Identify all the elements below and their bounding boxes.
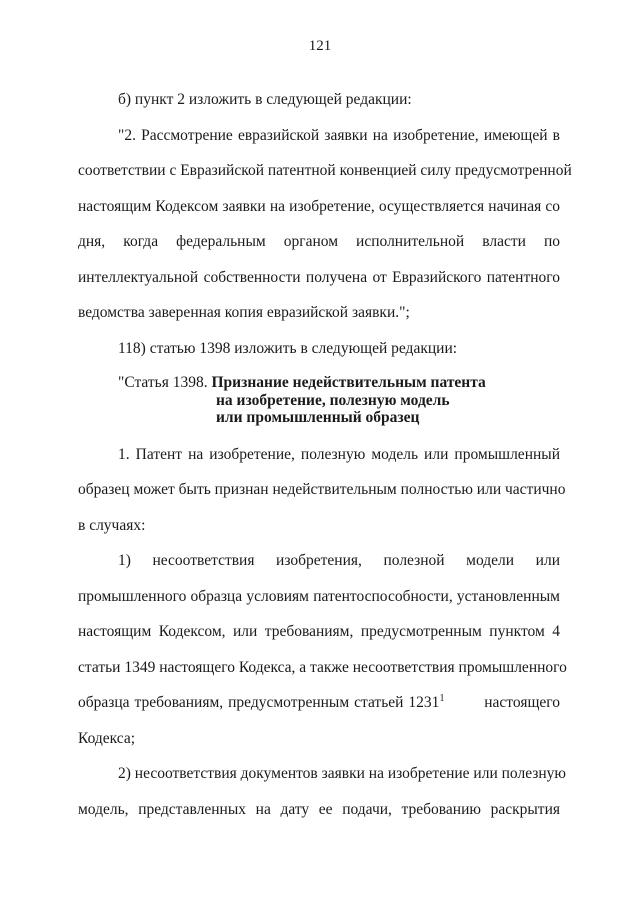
article-heading [78,374,560,427]
article-title-line-1: Признание недействительным патента [211,374,486,391]
text-line: 1. Патент на изобретение, полезную модель или промышленный [118,445,560,463]
text-line: б) пункт 2 изложить в следующей редакции: [118,91,412,108]
article-title-line-2: на изобретение, полезную модель [216,391,450,409]
text-line: "2. Рассмотрение евразийской заявки на изобретение, имеющей в [118,126,560,144]
text-line: соответствии с Евразийской патентной конвенцией силу предусмотренной [78,162,572,179]
page-number: 121 [308,38,332,54]
text-line: настоящим Кодексом заявки на изобретение, осуществляется начиная со [78,197,560,215]
text-line: 118) статью 1398 изложить в следующей редакции: [118,339,458,357]
article-title-line-3: или промышленный образец [216,409,420,426]
superscript: 1 [439,693,445,704]
text-line: образец может быть признан недействительным полностью или частично [78,481,566,498]
text-line: в случаях: [78,516,146,534]
text-line: 2) несоответствия документов заявки на изобретение или полезную [118,765,567,782]
text-line: промышленного образца условиям патентоспособности, установленным [78,587,560,605]
text-line: Кодекса; [78,729,136,747]
text-line: статьи 1349 настоящего Кодекса, а также несоответствия промышленного [78,658,567,676]
text-line: модель, представленных на дату ее подачи, требованию раскрытия [78,800,560,818]
document-body [78,82,572,827]
text-fragment: настоящего [484,694,560,711]
text-line: настоящим Кодексом, или требованиям, предусмотренным пунктом 4 [78,623,560,640]
text-line: 1) несоответствия изобретения, полезной модели или [118,552,560,569]
text-line: ведомства заверенная копия евразийской заявки."; [78,304,410,321]
article-prefix: "Статья 1398. [118,374,212,391]
text-fragment: образца требованиям, предусмотренным статьей 1231 [78,694,440,711]
text-line: интеллектуальной собственности получена от Евразийского патентного [78,268,560,286]
text-line: дня, когда федеральным органом исполнительной власти по [78,233,560,250]
text-line-with-sup [78,685,560,721]
